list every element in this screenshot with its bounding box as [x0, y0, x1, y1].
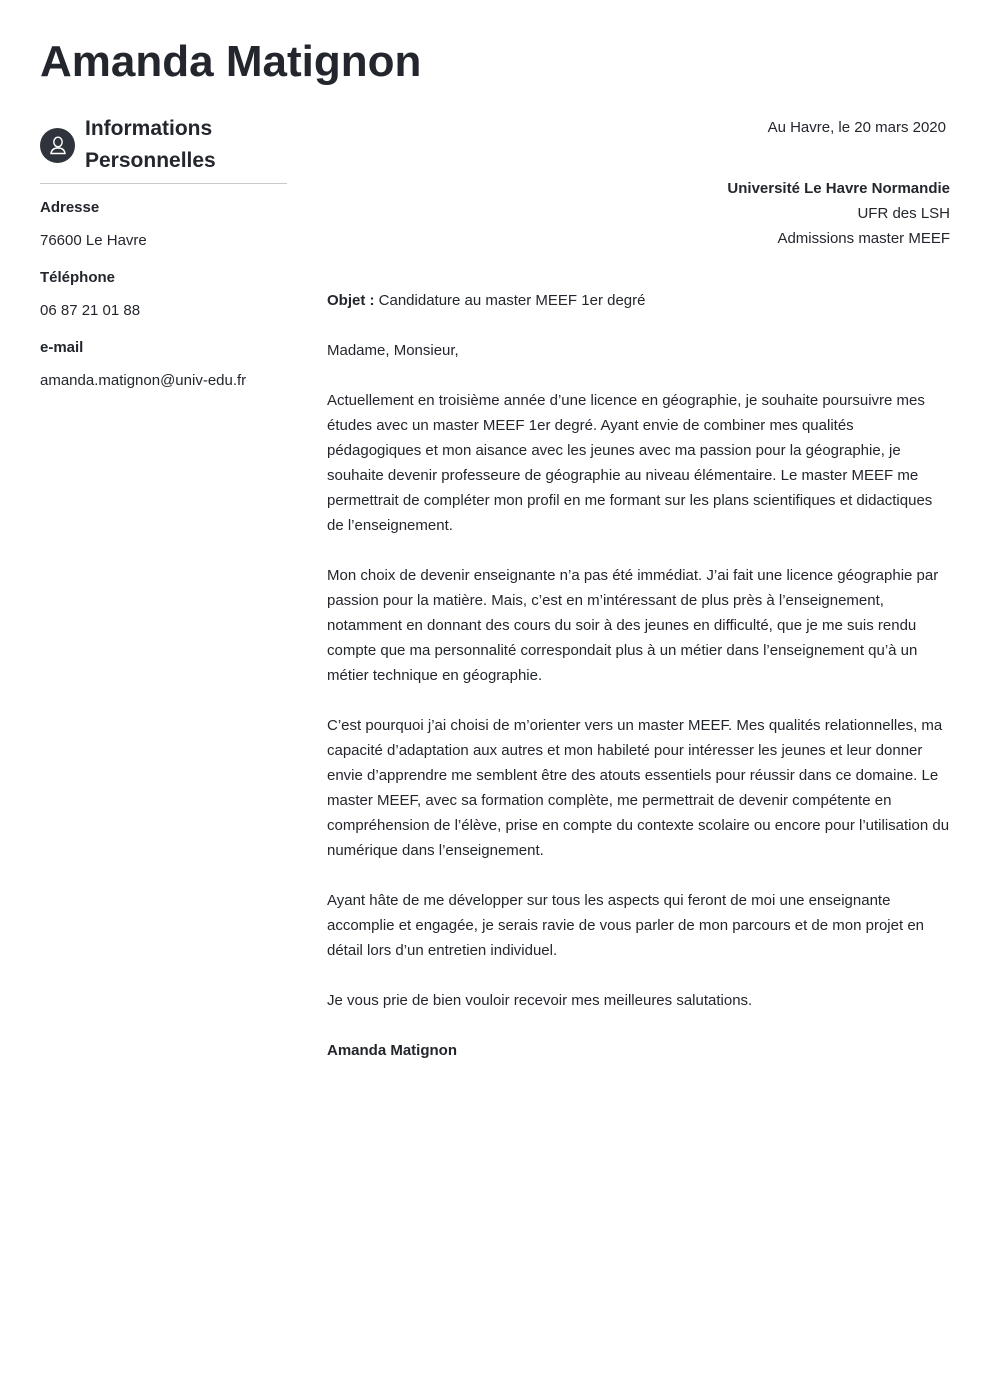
letter-closing: Je vous prie de bien vouloir recevoir mes meilleures salutations. — [327, 992, 753, 1009]
page-title: Amanda Matignon — [40, 37, 422, 86]
phone-value: 06 87 21 01 88 — [40, 302, 141, 319]
recipient-block — [327, 176, 950, 251]
address-value: 76600 Le Havre — [40, 232, 147, 249]
letter-paragraph-4: Ayant hâte de me développer sur tous les aspects qui feront de moi une enseignante accomplie et engagée, je serais ravie de vous parler de mon parcours et de mon projet en détail lors d’un entretien individuel. — [327, 892, 925, 959]
personal-info-title-line1: Informations — [85, 117, 213, 140]
cover-letter — [327, 113, 950, 1063]
recipient-service: Admissions master MEEF — [777, 230, 950, 247]
subject-label: Objet : — [327, 292, 375, 309]
letter-subject — [327, 288, 950, 313]
recipient-department: UFR des LSH — [857, 205, 950, 222]
email-label: e-mail — [40, 339, 84, 356]
letter-paragraph-2: Mon choix de devenir enseignante n’a pas été immédiat. J’ai fait une licence géographie par passion pour la matière. Mais, c’est en m’intéressant de plus près à l’enseignement, notamment en donnant des cours du soir à des jeunes en difficulté, que je me suis rendu compte que ma personnalité correspondait plus à un métier dans l’enseignement qu’à un métier technique en géographie. — [327, 567, 939, 684]
letter-paragraph-3: C’est pourquoi j’ai choisi de m’orienter vers un master MEEF. Mes qualités relationnelles, ma capacité d’adaptation aux autres et mon habileté pour intéresser les jeunes et leur donner envie d’apprendre me semblent être des atouts essentiels pour réussir dans ce domaine. Le master MEEF, avec sa formation complète, me permettrait de devenir compétente en compréhension de l’élève, prise en compte du contexte scolaire ou encore pour l’utilisation du numérique dans l’enseignement. — [327, 717, 950, 859]
personal-info-sidebar — [40, 113, 287, 393]
email-value: amanda.matignon@univ-edu.fr — [40, 372, 247, 389]
personal-info-title-line2: Personnelles — [85, 149, 216, 172]
phone-label: Téléphone — [40, 269, 116, 286]
subject-text: Candidature au master MEEF 1er degré — [374, 292, 646, 309]
address-label: Adresse — [40, 199, 100, 216]
recipient-name: Université Le Havre Normandie — [727, 180, 950, 197]
personal-info-title — [85, 113, 216, 177]
letter-signature: Amanda Matignon — [327, 1042, 457, 1059]
letter-greeting: Madame, Monsieur, — [327, 342, 459, 359]
letter-paragraph-1: Actuellement en troisième année d’une licence en géographie, je souhaite poursuivre mes études avec un master MEEF 1er degré. Ayant envie de combiner mes qualités pédagogiques et mon aisance avec les jeunes avec ma passion pour la géographie, je souhaite devenir professeure de géographie au niveau élémentaire. Le master MEEF me permettrait de compléter mon profil en me formant sur les plans scientifiques et didactiques de l’enseignement. — [327, 392, 933, 534]
personal-info-header — [40, 113, 287, 184]
person-icon — [40, 128, 75, 163]
letter-date: Au Havre, le 20 mars 2020 — [767, 119, 946, 136]
